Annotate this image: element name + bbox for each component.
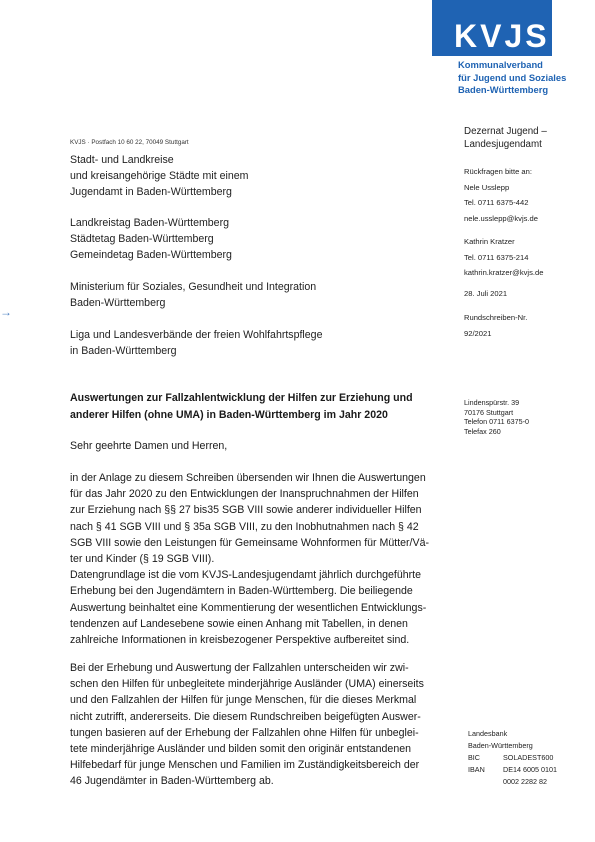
recipient-block-3: Ministerium für Soziales, Gesundheit und Integration Baden-Württemberg (70, 281, 317, 309)
paragraph-1: in der Anlage zu diesem Schreiben übersenden wir Ihnen die Auswertungen für das Jahr 2020 zu den Entwicklungen der Inanspruchnahmen der Hilfen zur Erziehung nach §§ 27 bis35 SGB VIII sowie anderer individueller Hilfen nach § 41 SGB VIII und § 35a SGB VIII, zu den Inobhutnahmen nach § 42 SGB VIII sowie den Leistungen für Gemeinsame Wohnformen für Mütter/Vä- ter und Kinder (§ 19 SGB VIII). Datengrundlage ist die vom KVJS-Landesjugendamt jährlich durchgeführte Erhebung bei den Jugendämtern in Baden-Württemberg. Die beiliegende Auswertung beinhaltet eine Kommentierung der wesentlichen Entwicklungs- tendenzen auf Landesebene sowie einen Anhang mit Tabellen, in denen zahlreiche Informationen in kreisbezogener Perspektive aufbereitet sind. (70, 472, 429, 647)
circular-number: Rundschreiben-Nr. 92/2021 (464, 313, 528, 338)
recipient-block-4: Liga und Landesverbände der freien Wohlfahrtspflege in Baden-Württemberg (70, 329, 323, 357)
contact-email-1: nele.usslepp@kvjs.de (464, 213, 538, 223)
fold-mark-arrow-icon: → (0, 305, 12, 319)
contact-info: Rückfragen bitte an: Nele Usslepp Tel. 0711 6375-442 nele.usslepp@kvjs.de Kathrin Kratzer Tel. 0711 6375-214 kathrin.kratzer@kvjs.de (464, 164, 584, 281)
recipient-block-2: Landkreistag Baden-Württemberg Städtetag Baden-Württemberg Gemeindetag Baden-Württemberg (70, 217, 232, 261)
paragraph-2: Bei der Erhebung und Auswertung der Fallzahlen unterscheiden wir zwi- schen den Hilfen für unbegleitete minderjährige Ausländer (UMA) einerseits und den Fallzahlen der Hilfen für junge Menschen, für die dieses Merkmal nicht zutrifft, andererseits. Die diesem Rundschreiben beigefügten Auswer- tungen basieren auf der Erhebung der Fallzahlen ohne Hilfen für unbeglei- tete minderjährige Ausländer und bilden somit den originär entstandenen Hilfebedarf für junge Menschen und Familien im Zuständigkeitsbereich der 46 Jugendämter in Baden-Württemberg ab. (70, 662, 424, 788)
logo-mark: KVJS (454, 18, 550, 54)
recipient-block-1: Stadt- und Landkreise und kreisangehörige Städte mit einem Jugendamt in Baden-Württemberg (70, 154, 249, 198)
bank-details: Landesbank Baden-Württemberg BIC SOLADEST600 IBAN DE14 6005 0101 0002 2282 82 (468, 729, 557, 786)
contact-email-2: kathrin.kratzer@kvjs.de (464, 268, 544, 277)
sender-line: KVJS · Postfach 10 60 22, 70049 Stuttgart (70, 139, 189, 146)
greeting: Sehr geehrte Damen und Herren, (70, 440, 228, 452)
department: Dezernat Jugend – Landesjugendamt (464, 126, 547, 150)
kvjs-logo (432, 0, 552, 56)
organization-name: Kommunalverband für Jugend und Soziales Baden-Württemberg (458, 59, 567, 95)
office-address: Lindenspürstr. 39 70176 Stuttgart Telefon 0711 6375-0 Telefax 260 (464, 398, 530, 436)
letter-subject: Auswertungen zur Fallzahlentwicklung der Hilfen zur Erziehung und anderer Hilfen (ohne UMA) in Baden-Württemberg im Jahr 2020 (70, 392, 413, 421)
letter-date: 28. Juli 2021 (464, 289, 508, 298)
